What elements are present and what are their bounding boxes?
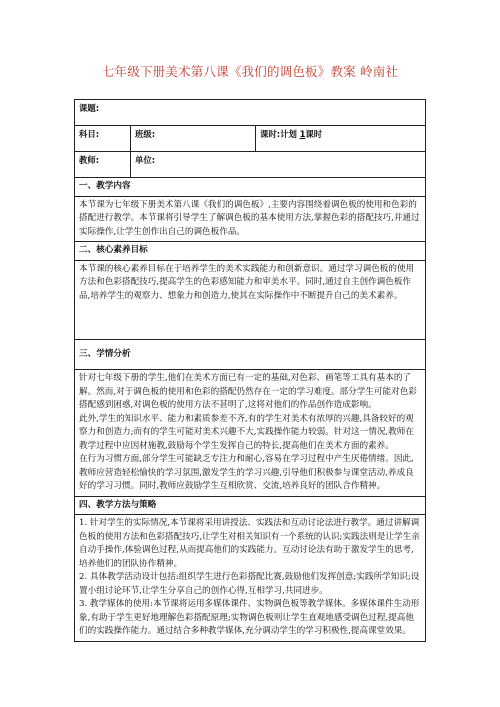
section2-header [75,242,426,261]
unit-label: 单位: [135,155,156,165]
unit-cell [131,152,426,178]
section4-header [75,496,426,515]
section4-paragraph-2: 2. 具体教学活动设计包括:组织学生进行色彩搭配比赛,鼓励他们发挥创意;实践所学知识;设置小组讨论环节,让学生分享自己的创作心得,互相学习,共同进步。 [79,572,420,596]
lesson-plan-table [74,99,426,642]
section3-paragraph-1: 针对七年级下册的学生,他们在美术方面已有一定的基础,对色彩、画笔等工具有基本的了解。然而,对于调色板的使用和色彩的搭配仍然存在一定的学习难度。部分学生可能对色彩搭配感到困惑,对调色板的使用方法不甚明了,这将对他们的作品创作造成影响。 [79,373,417,410]
hours-unit: 课时 [305,129,323,139]
section1-header [75,178,426,197]
hours-label: 课时:计划 [260,129,297,139]
section3-header [75,339,426,370]
section4-title: 四、教学方法与策略 [75,496,426,515]
topic-cell [75,100,426,126]
section2-title: 二、核心素养目标 [75,242,426,261]
hours-cell [256,126,426,152]
grade-cell [131,126,256,152]
subject-row [75,126,426,152]
section4-body-row [75,515,426,642]
section4-paragraph-1: 1. 针对学生的实际情况,本节课将采用讲授法、实践法和互动讨论法进行教学。通过讲解调色板的使用方法和色彩搭配技巧,让学生对相关知识有一个系统的认识;实践法则是让学生亲自动手操作,体验调色过程,从而提高他们的实践能力。互动讨论法有助于激发学生的思考,培养他们的团队协作精神。 [79,518,420,569]
section3-body-row [75,370,426,497]
section2-body-row [75,260,426,339]
subject-cell [75,126,131,152]
section1-body-row [75,196,426,242]
hours-value: 1 [299,129,306,139]
section3-paragraph-2: 此外,学生的知识水平、能力和素质参差不齐,有的学生对美术有浓厚的兴趣,具备较好的观察力和创造力;而有的学生可能对美术兴趣不大,实践操作能力较弱。针对这一情况,教师在教学过程中应因材施教,鼓励每个学生发挥自己的特长,提高他们在美术方面的素养。 [79,413,414,451]
section3-title: 三、学情分析 [75,339,426,370]
page-title: 七年级下册美术第八课《我们的调色板》教案 岭南社 [101,64,399,79]
topic-label: 课题: [79,103,100,113]
section2-body: 本节课的核心素养目标在于培养学生的美术实践能力和创新意识。通过学习调色板的使用方法和色彩搭配技巧,提高学生的色彩感知能力和审美水平。同时,通过自主创作调色板作品,培养学生的观察力、想象力和创造力,使其在实际操作中不断提升自己的美术素养。 [79,263,415,301]
teacher-row [75,152,426,178]
topic-row [75,100,426,126]
teacher-label: 教师: [79,155,100,165]
grade-label: 班级: [135,129,156,139]
section3-paragraph-3: 在行为习惯方面,部分学生可能缺乏专注力和耐心,容易在学习过程中产生厌倦情绪。因此,教师应营造轻松愉快的学习氛围,激发学生的学习兴趣,引导他们积极参与课堂活动,养成良好的学习习惯。同时,教师应鼓励学生互相欣赏、交流,培养良好的团队合作精神。 [79,454,414,491]
section1-body: 本节课为七年级下册美术第八课《我们的调色板》,主要内容围绕着调色板的使用和色彩的搭配进行教学。本节课将引导学生了解调色板的基本使用方法,掌握色彩的搭配技巧,并通过实际操作,让学生创作出自己的调色板作品。 [79,199,420,237]
section1-title: 一、教学内容 [75,178,426,197]
section4-paragraph-3: 3. 教学媒体的使用:本节课将运用多媒体课件、实物调色板等教学媒体。多媒体课件生动形象,有助于学生更好地理解色彩搭配原理;实物调色板则让学生直观地感受调色过程,提高他们的实践操作能力。通过结合多种教学媒体,充分调动学生的学习积极性,提高课堂效果。 [79,599,420,636]
subject-label: 科目: [79,129,100,139]
teacher-cell [75,152,131,178]
